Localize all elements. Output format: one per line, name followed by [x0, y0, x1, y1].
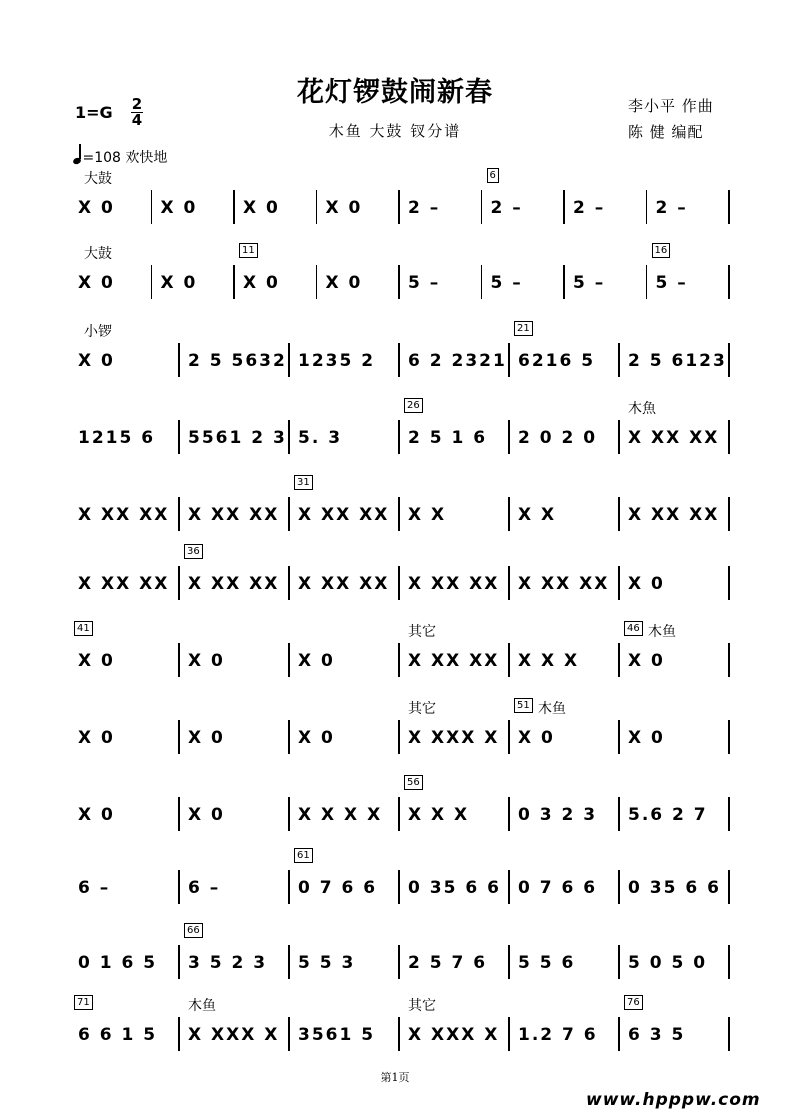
measure: 2 5 7 6 [408, 953, 488, 973]
barline [618, 1017, 620, 1051]
measure: X XX XX [408, 574, 500, 594]
barline [618, 945, 620, 979]
barline [618, 566, 620, 600]
instrument-label: 木鱼 [648, 624, 676, 640]
measure: X 0 [628, 574, 665, 594]
measure: 0 1 6 5 [78, 953, 158, 973]
rehearsal-mark: 36 [184, 544, 203, 559]
score-row [0, 777, 790, 877]
measure: X XX XX [298, 574, 390, 594]
barline [288, 343, 290, 377]
key-signature: 1=G [75, 103, 113, 122]
barline [728, 643, 730, 677]
measure: X XX XX [628, 428, 720, 448]
barline [728, 497, 730, 531]
barline [646, 265, 648, 299]
barline [618, 720, 620, 754]
barline [288, 870, 290, 904]
barline [618, 870, 620, 904]
time-numerator: 2 [131, 95, 143, 113]
tempo-text: =108 欢快地 [82, 150, 168, 166]
measure: 1.2 7 6 [518, 1025, 598, 1045]
measure: X X X [408, 805, 470, 825]
measure: X XX XX [628, 505, 720, 525]
note-stem [79, 144, 81, 159]
measure: X 0 [160, 273, 198, 293]
instrument-label: 其它 [408, 624, 436, 640]
barline [508, 420, 510, 454]
measure: X XX XX [188, 574, 280, 594]
rehearsal-mark: 6 [487, 168, 499, 183]
measure: 0 3 2 3 [518, 805, 598, 825]
measure: X 0 [325, 198, 363, 218]
instrument-label: 其它 [408, 701, 436, 717]
measure: 5. 3 [298, 428, 343, 448]
barline [398, 420, 400, 454]
barline [728, 1017, 730, 1051]
rehearsal-mark: 26 [404, 398, 423, 413]
rehearsal-mark: 61 [294, 848, 313, 863]
measure: X 0 [298, 728, 335, 748]
rehearsal-mark: 51 [514, 698, 533, 713]
barline [481, 190, 483, 224]
measure: 2 – [573, 198, 606, 218]
score-title: 花灯锣鼓闹新春 [297, 77, 493, 108]
time-signature [130, 97, 144, 128]
measure: 6 2 2321 [408, 351, 507, 371]
barline [728, 720, 730, 754]
barline [151, 190, 153, 224]
barline [398, 870, 400, 904]
barline [288, 1017, 290, 1051]
measure: X XXX X [408, 728, 500, 748]
measure: 1215 6 [78, 428, 156, 448]
barline [508, 1017, 510, 1051]
barline [178, 1017, 180, 1051]
barline [398, 643, 400, 677]
measure: 5 5 3 [298, 953, 356, 973]
barline [508, 797, 510, 831]
barline [178, 497, 180, 531]
rehearsal-mark: 71 [74, 995, 93, 1010]
measure: X 0 [628, 651, 665, 671]
measure: X X X X [298, 805, 383, 825]
measure: 6216 5 [518, 351, 596, 371]
measure: 5.6 2 7 [628, 805, 708, 825]
barline [728, 797, 730, 831]
measure: X XX XX [78, 574, 170, 594]
rehearsal-mark: 11 [239, 243, 258, 258]
measure: X XX XX [518, 574, 610, 594]
measure: 0 35 6 6 [628, 878, 721, 898]
barline [178, 945, 180, 979]
barline [728, 945, 730, 979]
instrument-label: 木魚 [628, 401, 656, 417]
measure: X X [518, 505, 557, 525]
measure: X 0 [78, 198, 115, 218]
barline [398, 945, 400, 979]
time-denominator: 4 [131, 111, 143, 129]
measure: 2 5 5632 [188, 351, 287, 371]
barline [178, 720, 180, 754]
rehearsal-mark: 21 [514, 321, 533, 336]
barline [618, 343, 620, 377]
barline [288, 566, 290, 600]
measure: X 0 [628, 728, 665, 748]
barline [728, 420, 730, 454]
barline [178, 643, 180, 677]
barline [563, 190, 565, 224]
rehearsal-mark: 46 [624, 621, 643, 636]
barline [508, 343, 510, 377]
measure: X X X [518, 651, 580, 671]
measure: 2 0 2 0 [518, 428, 598, 448]
score-row [0, 245, 790, 345]
barline [481, 265, 483, 299]
tempo-marking [73, 147, 167, 167]
measure: 3561 5 [298, 1025, 376, 1045]
barline [233, 265, 235, 299]
measure: X 0 [78, 728, 115, 748]
measure: 2 – [490, 198, 523, 218]
barline [398, 497, 400, 531]
measure: X 0 [78, 351, 115, 371]
barline [398, 566, 400, 600]
measure: 1235 2 [298, 351, 376, 371]
barline [178, 420, 180, 454]
barline [288, 420, 290, 454]
barline [508, 566, 510, 600]
instrument-label: 大鼓 [84, 246, 112, 262]
barline [178, 797, 180, 831]
score-row [0, 700, 790, 800]
measure: X XX XX [78, 505, 170, 525]
instrument-label: 大鼓 [84, 171, 112, 187]
measure: 5 – [490, 273, 523, 293]
barline [288, 797, 290, 831]
rehearsal-mark: 16 [652, 243, 671, 258]
score-row [0, 997, 790, 1097]
measure: 5 – [573, 273, 606, 293]
measure: 6 6 1 5 [78, 1025, 158, 1045]
barline [618, 420, 620, 454]
barline [398, 1017, 400, 1051]
arranger: 陈 健 编配 [628, 123, 704, 141]
score-row [0, 925, 790, 1025]
measure: 0 7 6 6 [518, 878, 598, 898]
measure: 0 35 6 6 [408, 878, 501, 898]
barline [178, 343, 180, 377]
measure: 0 7 6 6 [298, 878, 378, 898]
rehearsal-mark: 41 [74, 621, 93, 636]
measure: 3 5 2 3 [188, 953, 268, 973]
measure: 2 – [655, 198, 688, 218]
barline [398, 797, 400, 831]
measure: X 0 [188, 728, 225, 748]
score-row [0, 170, 790, 270]
barline [508, 497, 510, 531]
measure: X XX XX [188, 505, 280, 525]
measure: 6 3 5 [628, 1025, 686, 1045]
barline [618, 797, 620, 831]
site-watermark: www.hpppw.com [586, 1090, 761, 1110]
rehearsal-mark: 76 [624, 995, 643, 1010]
measure: 6 – [188, 878, 221, 898]
barline [618, 497, 620, 531]
instrument-label: 木鱼 [538, 701, 566, 717]
score-row [0, 623, 790, 723]
measure: X 0 [78, 651, 115, 671]
score-row [0, 850, 790, 950]
measure: X 0 [243, 273, 280, 293]
measure: X 0 [518, 728, 555, 748]
measure: 5 0 5 0 [628, 953, 708, 973]
barline [508, 720, 510, 754]
barline [398, 720, 400, 754]
rehearsal-mark: 66 [184, 923, 203, 938]
barline [288, 643, 290, 677]
measure: 2 5 1 6 [408, 428, 488, 448]
instrument-label: 小锣 [84, 324, 112, 340]
measure: 5 – [408, 273, 441, 293]
measure: X XX XX [298, 505, 390, 525]
barline [728, 566, 730, 600]
measure: 2 – [408, 198, 441, 218]
measure: X 0 [188, 651, 225, 671]
measure: 5561 2 3 [188, 428, 287, 448]
measure: X 0 [160, 198, 198, 218]
measure: X 0 [188, 805, 225, 825]
instrument-label: 其它 [408, 998, 436, 1014]
rehearsal-mark: 31 [294, 475, 313, 490]
measure: 2 5 6123 [628, 351, 727, 371]
barline [618, 643, 620, 677]
barline [508, 945, 510, 979]
barline [398, 265, 400, 299]
score-row [0, 323, 790, 423]
measure: X XXX X [408, 1025, 500, 1045]
barline [288, 720, 290, 754]
barline [398, 190, 400, 224]
barline [288, 497, 290, 531]
barline [646, 190, 648, 224]
measure: 5 – [655, 273, 688, 293]
score-row [0, 400, 790, 500]
measure: X XX XX [408, 651, 500, 671]
barline [508, 870, 510, 904]
measure: X 0 [78, 273, 115, 293]
composer: 李小平 作曲 [628, 97, 714, 115]
barline [233, 190, 235, 224]
measure: X XXX X [188, 1025, 280, 1045]
barline [316, 190, 318, 224]
measure: X 0 [243, 198, 280, 218]
barline [288, 945, 290, 979]
measure: X 0 [78, 805, 115, 825]
measure: X X [408, 505, 447, 525]
barline [151, 265, 153, 299]
barline [316, 265, 318, 299]
barline [508, 643, 510, 677]
barline [728, 190, 730, 224]
measure: X 0 [298, 651, 335, 671]
barline [178, 566, 180, 600]
instrument-label: 木鱼 [188, 998, 216, 1014]
score-row [0, 477, 790, 577]
page-number: 第1页 [380, 1071, 410, 1084]
measure: 6 – [78, 878, 111, 898]
barline [728, 265, 730, 299]
barline [728, 870, 730, 904]
rehearsal-mark: 56 [404, 775, 423, 790]
barline [398, 343, 400, 377]
score-subtitle: 木鱼 大鼓 钗分谱 [328, 122, 462, 140]
barline [563, 265, 565, 299]
barline [728, 343, 730, 377]
measure: 5 5 6 [518, 953, 576, 973]
measure: X 0 [325, 273, 363, 293]
barline [178, 870, 180, 904]
